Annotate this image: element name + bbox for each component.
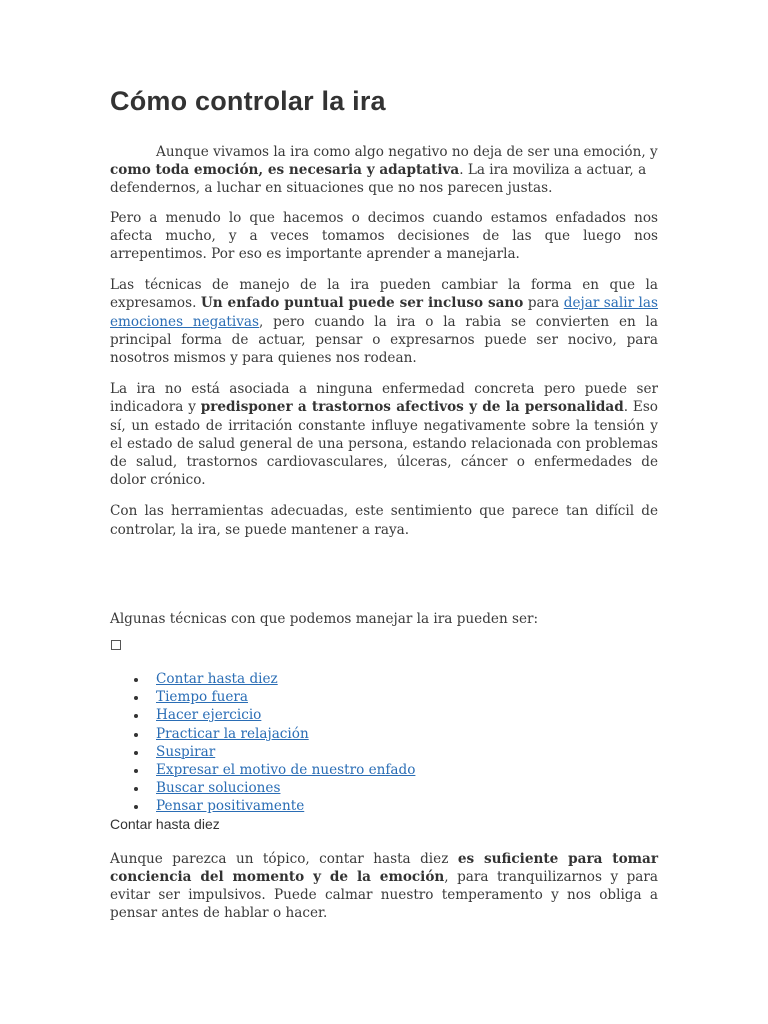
bold-run: como toda emoción, es necesaria y adaptativa — [110, 162, 460, 179]
bold-run: Un enfado puntual puede ser incluso sano — [200, 295, 524, 312]
text-run: La ira no está asociada a ninguna enfermedad concreta pero puede ser indicadora y — [110, 381, 658, 416]
bold-run: es suficiente para tomar conciencia del momento y de la emoción — [110, 850, 659, 885]
text-run: . La ira moviliza a actuar, a defendernos, a luchar en situaciones que no nos parecen justas. — [110, 162, 647, 197]
list-item — [156, 761, 658, 779]
intro-paragraph — [110, 143, 658, 198]
section-heading-contar-hasta-diez: Contar hasta diez — [110, 815, 220, 832]
spacer — [110, 552, 658, 610]
section-1-paragraph — [110, 850, 658, 923]
list-item — [156, 797, 658, 815]
article-body — [110, 86, 658, 936]
list-item — [156, 688, 658, 706]
techniques-intro: Algunas técnicas con que podemos manejar la ira pueden ser: — [110, 610, 539, 627]
text-run: , pero cuando la ira o la rabia se convierten en la principal forma de actuar, pensar o expresarnos puede ser nocivo, para nosotros mismos y para quienes nos rodean. — [110, 313, 658, 367]
link-hacer-ejercicio[interactable]: Hacer ejercicio — [156, 707, 262, 724]
checkbox-icon — [111, 640, 121, 650]
text-run: Las técnicas de manejo de la ira pueden cambiar la forma en que la expresamos. — [110, 277, 658, 312]
link-contar-hasta-diez[interactable]: Contar hasta diez — [156, 671, 278, 688]
list-item — [156, 743, 658, 761]
text-run: para — [523, 295, 564, 312]
text-run: Aunque vivamos la ira como algo negativo no deja de ser una emoción, y — [156, 144, 658, 160]
text-run: Aunque parezca un tópico, contar hasta diez — [110, 850, 458, 867]
text-run: , para tranquilizarnos y para evitar ser impulsivos. Puede calmar nuestro temperamento y nos obliga a pensar antes de hablar o hacer. — [110, 868, 658, 922]
paragraph-3 — [110, 276, 658, 367]
techniques-list — [110, 670, 658, 816]
page-title: Cómo controlar la ira — [110, 86, 386, 116]
paragraph-4 — [110, 380, 658, 489]
link-pensar-positivamente[interactable]: Pensar positivamente — [156, 798, 305, 815]
link-emociones-negativas[interactable]: dejar salir las emociones negativas — [110, 295, 658, 330]
link-expresar-motivo[interactable]: Expresar el motivo de nuestro enfado — [156, 762, 416, 779]
list-item — [156, 706, 658, 724]
list-item — [156, 779, 658, 797]
bold-run: predisponer a trastornos afectivos y de la personalidad — [200, 399, 624, 416]
link-tiempo-fuera[interactable]: Tiempo fuera — [156, 689, 248, 706]
list-item — [156, 725, 658, 743]
paragraph-2: Pero a menudo lo que hacemos o decimos cuando estamos enfadados nos afecta mucho, y a veces tomamos decisiones de las que luego nos arrepentimos. Por eso es importante aprender a manejarla. — [110, 209, 658, 263]
list-item — [156, 670, 658, 688]
link-practicar-relajacion[interactable]: Practicar la relajación — [156, 725, 309, 742]
paragraph-5: Con las herramientas adecuadas, este sentimiento que parece tan difícil de controlar, la ira, se puede mantener a raya. — [110, 503, 658, 538]
link-suspirar[interactable]: Suspirar — [156, 743, 216, 760]
link-buscar-soluciones[interactable]: Buscar soluciones — [156, 780, 281, 797]
text-run: . Eso sí, un estado de irritación constante influye negativamente sobre la tensión y el estado de salud general de una persona, estando relacionada con problemas de salud, trastornos cardiovasculares, úlceras, cáncer o enfermedades de dolor crónico. — [110, 399, 658, 489]
